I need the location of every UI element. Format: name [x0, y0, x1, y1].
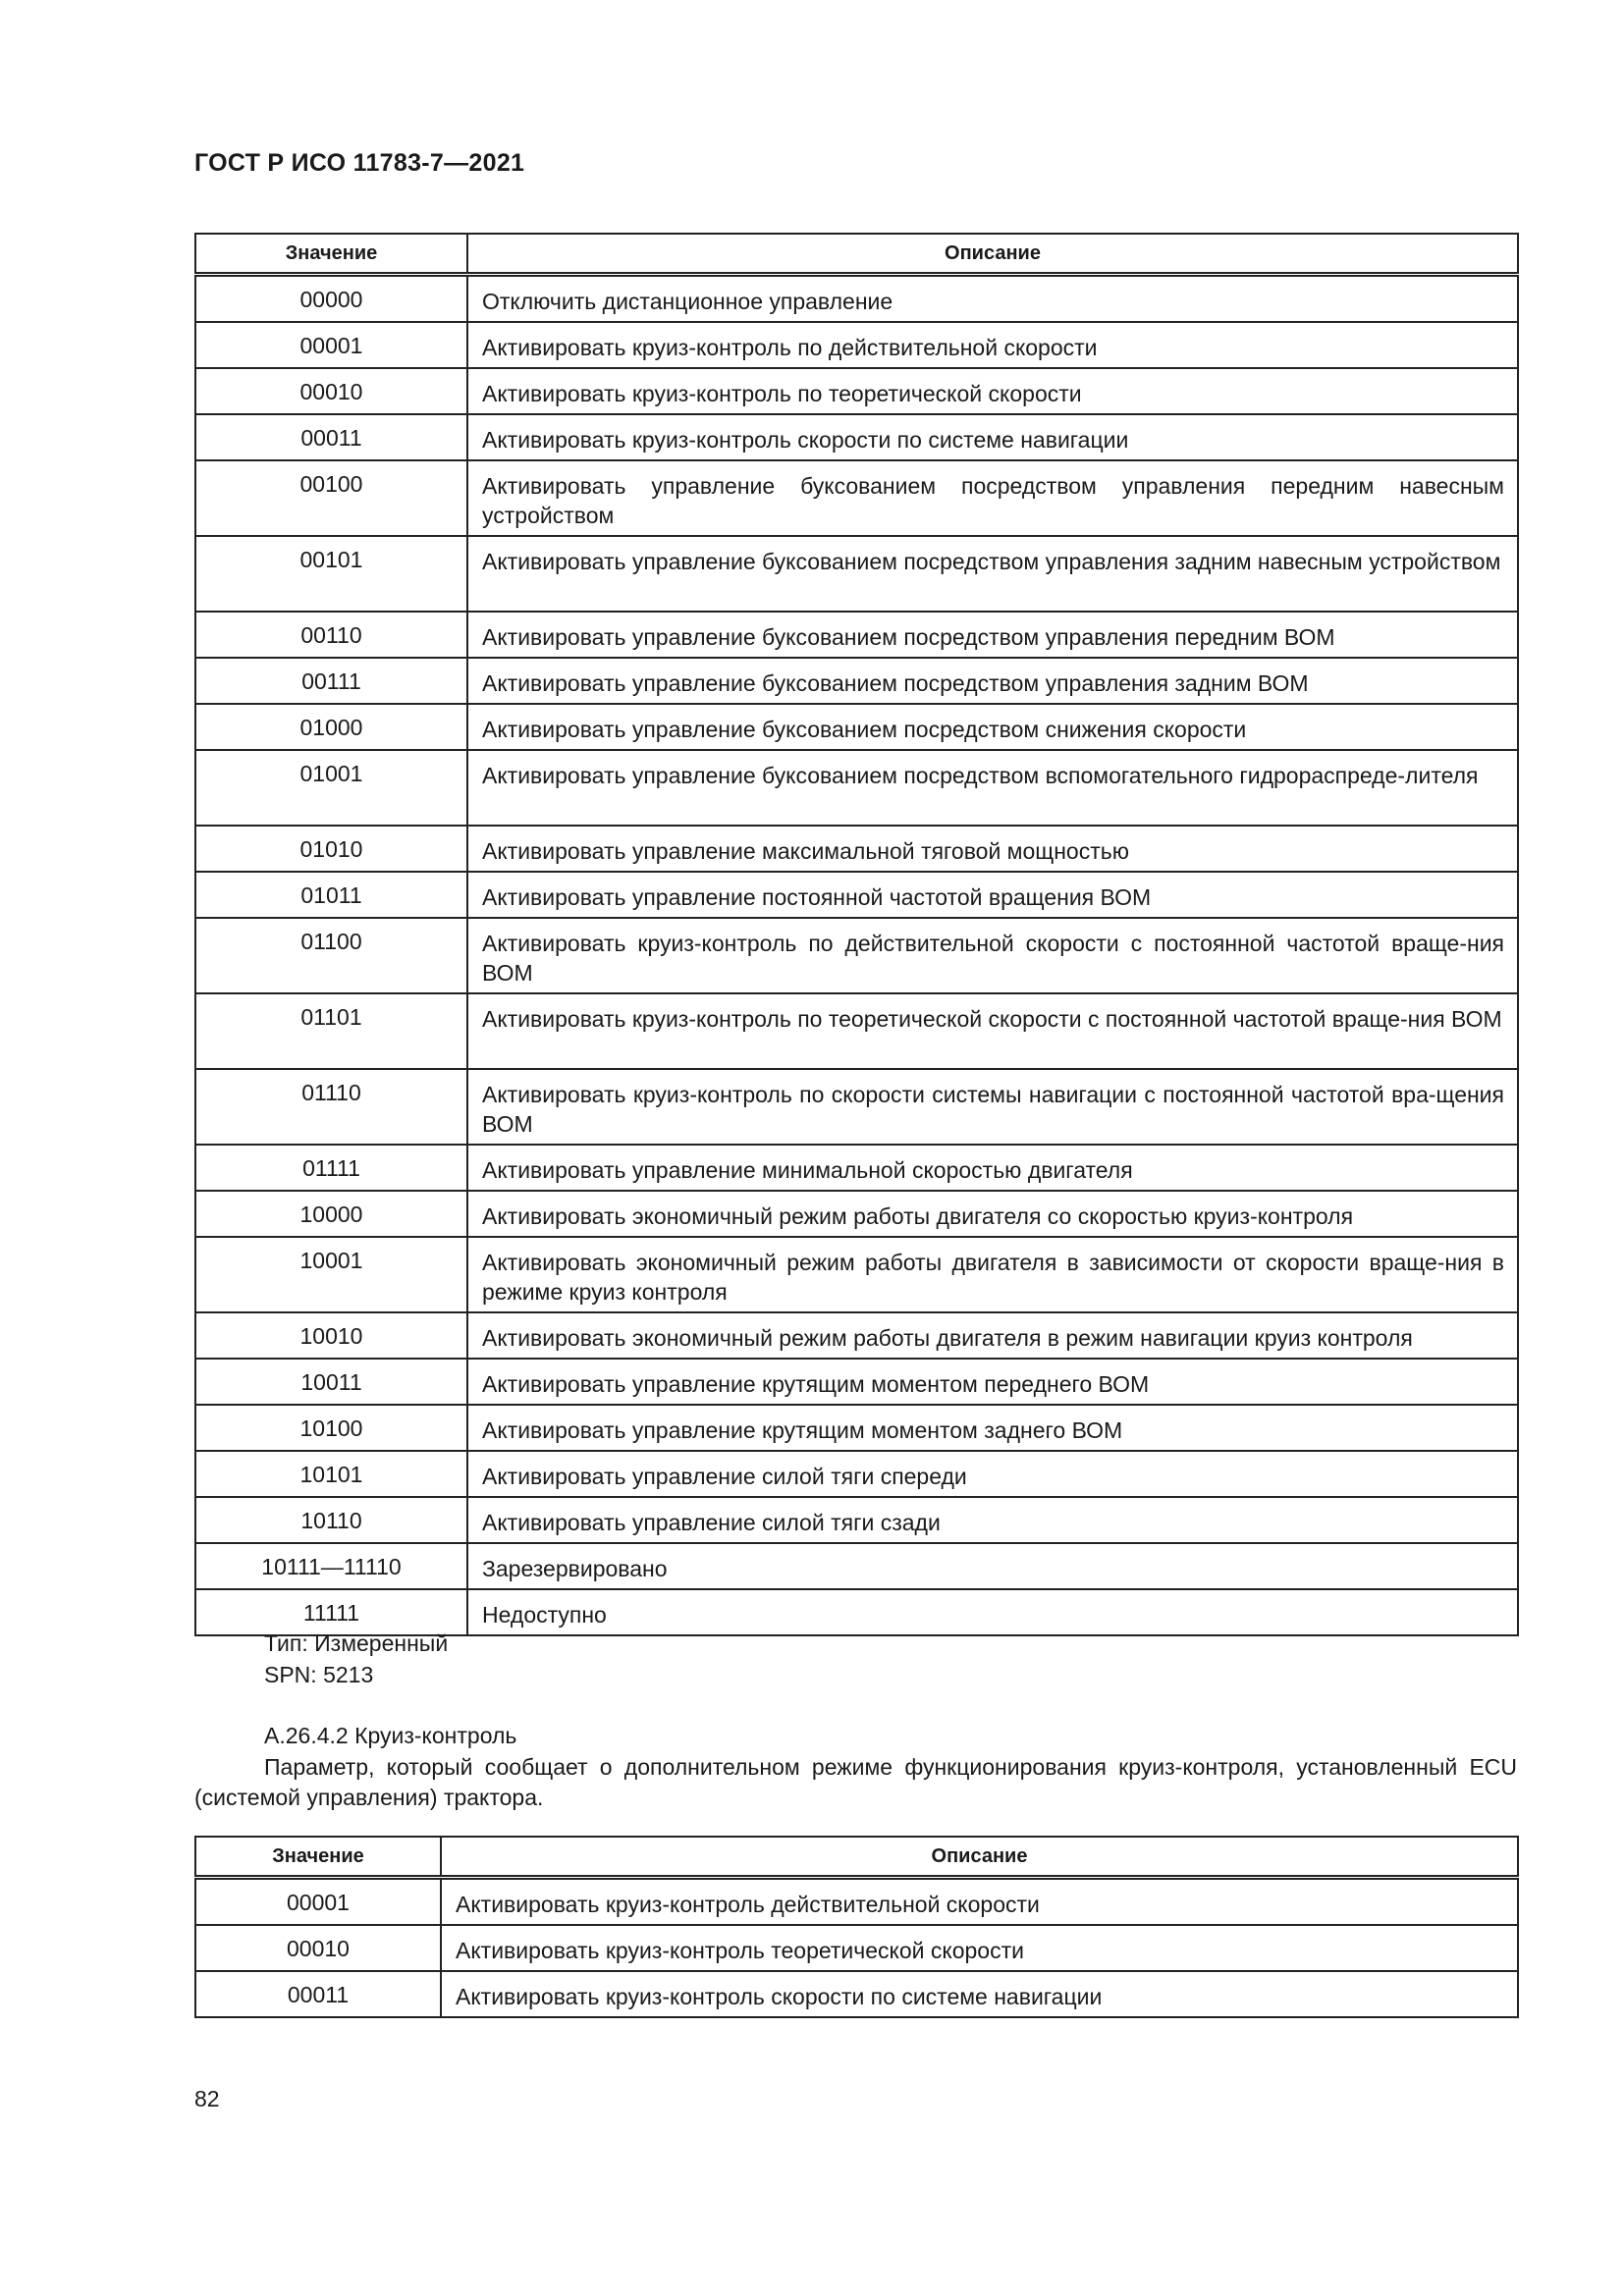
table-row [195, 993, 1518, 1069]
cell-description: Активировать управление минимальной скоростью двигателя [467, 1145, 1518, 1191]
table-row [195, 414, 1518, 460]
cell-description: Активировать круиз-контроль по действительной скорости [467, 322, 1518, 368]
cell-description: Активировать круиз-контроль скорости по системе навигации [467, 414, 1518, 460]
cell-value: 00111 [195, 658, 467, 704]
table-row [195, 1497, 1518, 1543]
table-row [195, 1971, 1518, 2017]
table-row [195, 1069, 1518, 1145]
table-row [195, 1359, 1518, 1405]
section-heading: А.26.4.2 Круиз-контроль [264, 1723, 517, 1748]
column-header-value: Значение [195, 234, 467, 275]
cell-description: Активировать круиз-контроль по действительной скорости с постоянной частотой враще-ния ВОМ [467, 918, 1518, 993]
cell-description: Активировать управление силой тяги сзади [467, 1497, 1518, 1543]
cell-value: 10111—11110 [195, 1543, 467, 1589]
table-row [195, 750, 1518, 826]
table-header-row [195, 234, 1518, 275]
cell-value: 00001 [195, 1878, 441, 1926]
cell-value: 11111 [195, 1589, 467, 1635]
table-row [195, 704, 1518, 750]
cell-value: 00110 [195, 612, 467, 658]
cell-value: 01011 [195, 872, 467, 918]
cell-value: 01111 [195, 1145, 467, 1191]
cell-value: 10001 [195, 1237, 467, 1312]
cell-value: 01000 [195, 704, 467, 750]
table-row [195, 872, 1518, 918]
cell-value: 01101 [195, 993, 467, 1069]
cell-description: Активировать управление буксованием посредством вспомогательного гидрораспреде-лителя [467, 750, 1518, 826]
column-header-description: Описание [467, 234, 1518, 275]
cell-value: 00011 [195, 1971, 441, 2017]
cell-description: Зарезервировано [467, 1543, 1518, 1589]
type-line: Тип: Измеренный [264, 1630, 449, 1656]
cell-description: Активировать управление постоянной частотой вращения ВОМ [467, 872, 1518, 918]
cell-description: Активировать управление буксованием посредством управления передним навесным устройством [467, 460, 1518, 536]
cell-value: 01100 [195, 918, 467, 993]
cell-description: Активировать управление силой тяги спереди [467, 1451, 1518, 1497]
cell-description: Активировать управление крутящим моментом переднего ВОМ [467, 1359, 1518, 1405]
cell-description: Активировать круиз-контроль по теоретической скорости с постоянной частотой враще-ния ВОМ [467, 993, 1518, 1069]
table-row [195, 275, 1518, 323]
document-header: ГОСТ Р ИСО 11783-7—2021 [194, 149, 525, 177]
cell-value: 10110 [195, 1497, 467, 1543]
table-body [195, 1878, 1518, 2018]
table-row [195, 826, 1518, 872]
cell-value: 10000 [195, 1191, 467, 1237]
table-row [195, 918, 1518, 993]
cell-value: 01001 [195, 750, 467, 826]
cell-description: Активировать круиз-контроль по скорости системы навигации с постоянной частотой вра-щения ВОМ [467, 1069, 1518, 1145]
values-table-2 [194, 1836, 1519, 2018]
table-row [195, 612, 1518, 658]
table-row [195, 1145, 1518, 1191]
column-header-description: Описание [441, 1837, 1518, 1878]
cell-description: Активировать экономичный режим работы двигателя в режим навигации круиз контроля [467, 1312, 1518, 1359]
cell-value: 10011 [195, 1359, 467, 1405]
cell-description: Отключить дистанционное управление [467, 275, 1518, 323]
cell-value: 00101 [195, 536, 467, 612]
section-paragraph: Параметр, который сообщает о дополнительном режиме функционирования круиз-контроля, установленный ECU (системой управления) трактора. [194, 1754, 1517, 1810]
cell-description: Активировать управление буксованием посредством управления передним ВОМ [467, 612, 1518, 658]
cell-description: Активировать экономичный режим работы двигателя в зависимости от скорости враще-ния в режиме круиз контроля [467, 1237, 1518, 1312]
cell-description: Активировать управление буксованием посредством снижения скорости [467, 704, 1518, 750]
cell-description: Недоступно [467, 1589, 1518, 1635]
cell-value: 00010 [195, 1925, 441, 1971]
page-number: 82 [194, 2086, 220, 2111]
table-row [195, 1925, 1518, 1971]
table-row [195, 1451, 1518, 1497]
table-row [195, 1312, 1518, 1359]
cell-description: Активировать круиз-контроль скорости по системе навигации [441, 1971, 1518, 2017]
cell-value: 01110 [195, 1069, 467, 1145]
values-table-1 [194, 233, 1519, 1636]
cell-description: Активировать круиз-контроль по теоретической скорости [467, 368, 1518, 414]
cell-description: Активировать управление буксованием посредством управления задним навесным устройством [467, 536, 1518, 612]
table-row [195, 1191, 1518, 1237]
table-row [195, 322, 1518, 368]
table-row [195, 460, 1518, 536]
cell-description: Активировать управление максимальной тяговой мощностью [467, 826, 1518, 872]
cell-value: 00011 [195, 414, 467, 460]
cell-value: 10100 [195, 1405, 467, 1451]
cell-value: 00000 [195, 275, 467, 323]
cell-description: Активировать круиз-контроль действительной скорости [441, 1878, 1518, 1926]
table-row [195, 658, 1518, 704]
column-header-value: Значение [195, 1837, 441, 1878]
cell-description: Активировать экономичный режим работы двигателя со скоростью круиз-контроля [467, 1191, 1518, 1237]
cell-value: 10101 [195, 1451, 467, 1497]
cell-value: 10010 [195, 1312, 467, 1359]
table-row [195, 1543, 1518, 1589]
cell-description: Активировать управление буксованием посредством управления задним ВОМ [467, 658, 1518, 704]
table-row [195, 1405, 1518, 1451]
cell-value: 00001 [195, 322, 467, 368]
table-row [195, 368, 1518, 414]
spn-line: SPN: 5213 [264, 1662, 374, 1687]
cell-value: 00010 [195, 368, 467, 414]
table-row [195, 1237, 1518, 1312]
cell-value: 01010 [195, 826, 467, 872]
table-row [195, 1878, 1518, 1926]
cell-value: 00100 [195, 460, 467, 536]
table-body [195, 275, 1518, 1636]
table-row [195, 536, 1518, 612]
cell-description: Активировать управление крутящим моментом заднего ВОМ [467, 1405, 1518, 1451]
table-header-row [195, 1837, 1518, 1878]
cell-description: Активировать круиз-контроль теоретической скорости [441, 1925, 1518, 1971]
table-row [195, 1589, 1518, 1635]
